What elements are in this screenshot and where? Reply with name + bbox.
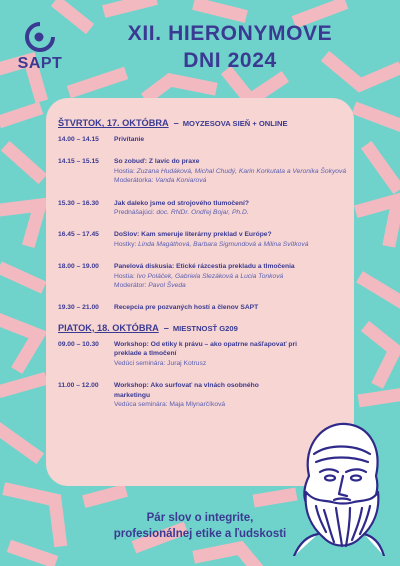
item-title: Workshop: Ako surfovať na vlnách osobného marketingu <box>114 382 259 399</box>
item-time: 16.45 – 17.45 <box>58 231 99 239</box>
slogan-line-1: Pár slov o integrite, <box>146 512 254 524</box>
item-title: Recepcia pre pozvaných hostí a členov SAPT <box>114 304 259 312</box>
item-time: 11.00 – 12.00 <box>58 382 99 390</box>
program-item <box>58 199 348 218</box>
item-title: Workshop: Od etiky k právu – ako opatrne našľapovať pri preklade a tlmočení <box>114 340 297 358</box>
day-1-heading <box>58 118 348 128</box>
program-item <box>58 135 348 144</box>
slogan <box>60 510 340 542</box>
item-title: Panelová diskusia: Etické rázcestia prekladu a tlmočenia <box>114 263 295 271</box>
item-title: Jak daleko jsme od strojového tlumočení? <box>114 199 249 207</box>
item-time: 18.00 – 19.00 <box>58 263 99 271</box>
program-item <box>58 340 348 368</box>
item-title: So zobuď: Z lavíc do praxe <box>114 158 200 166</box>
sapt-logo-icon <box>24 20 56 54</box>
sapt-logo <box>14 20 66 72</box>
item-time: 15.30 – 16.30 <box>58 199 99 207</box>
item-guests: Hostia: Ivo Poláček, Gabriela Slezáková a Lucia Tonková <box>114 272 284 280</box>
program-item <box>58 262 348 290</box>
day-2-date: PIATOK, 18. OKTÓBRA <box>58 322 159 333</box>
title-line-2: DNI 2024 <box>183 49 277 72</box>
item-moderator: Moderátorka: Vanda Koniarová <box>114 177 207 185</box>
item-leader: Vedúca seminára: Maja Mlynarčíková <box>114 400 226 408</box>
program-item <box>58 303 348 312</box>
item-speaker: Prednášajúci: doc. RNDr. Ondřej Bojar, Ph.D. <box>114 209 249 217</box>
day-1-dash: – <box>173 118 179 128</box>
event-title <box>70 20 390 74</box>
item-title: DoSlov: Kam smeruje literárny preklad v Európe? <box>114 231 272 239</box>
item-moderator: Moderátor: Pavol Šveda <box>114 282 186 290</box>
item-time: 14.00 – 14.15 <box>58 136 99 143</box>
slogan-line-2: profesionálnej etike a ľudskosti <box>113 528 287 540</box>
program-item <box>58 381 348 409</box>
item-time: 09.00 – 10.30 <box>58 340 99 348</box>
item-time: 19.30 – 21.00 <box>58 304 99 312</box>
day-2-venue: MIESTNOSŤ G209 <box>172 323 238 333</box>
item-guests: Hostia: Zuzana Hudáková, Michal Chudý, Karin Korkutata a Veronika Šokyová <box>114 167 347 175</box>
item-leader: Vedúci seminára: Juraj Kotrusz <box>114 359 207 367</box>
day-1-date: ŠTVRTOK, 17. OKTÓBRA <box>58 118 169 128</box>
day-2-dash: – <box>163 322 169 333</box>
program-item <box>58 230 348 249</box>
item-guests: Hostky: Linda Magáthová, Barbara Sigmundová a Milina Svítková <box>114 240 309 248</box>
program-item <box>58 157 348 185</box>
program <box>58 118 348 409</box>
logo-text: SAPT <box>17 55 63 72</box>
day-2-heading <box>58 323 348 333</box>
day-1-venue: MOYZESOVA SIEŇ + ONLINE <box>182 119 288 128</box>
item-time: 14.15 – 15.15 <box>58 158 99 166</box>
item-title: Privítanie <box>114 136 145 143</box>
title-line-1: XII. HIERONYMOVE <box>127 22 333 45</box>
